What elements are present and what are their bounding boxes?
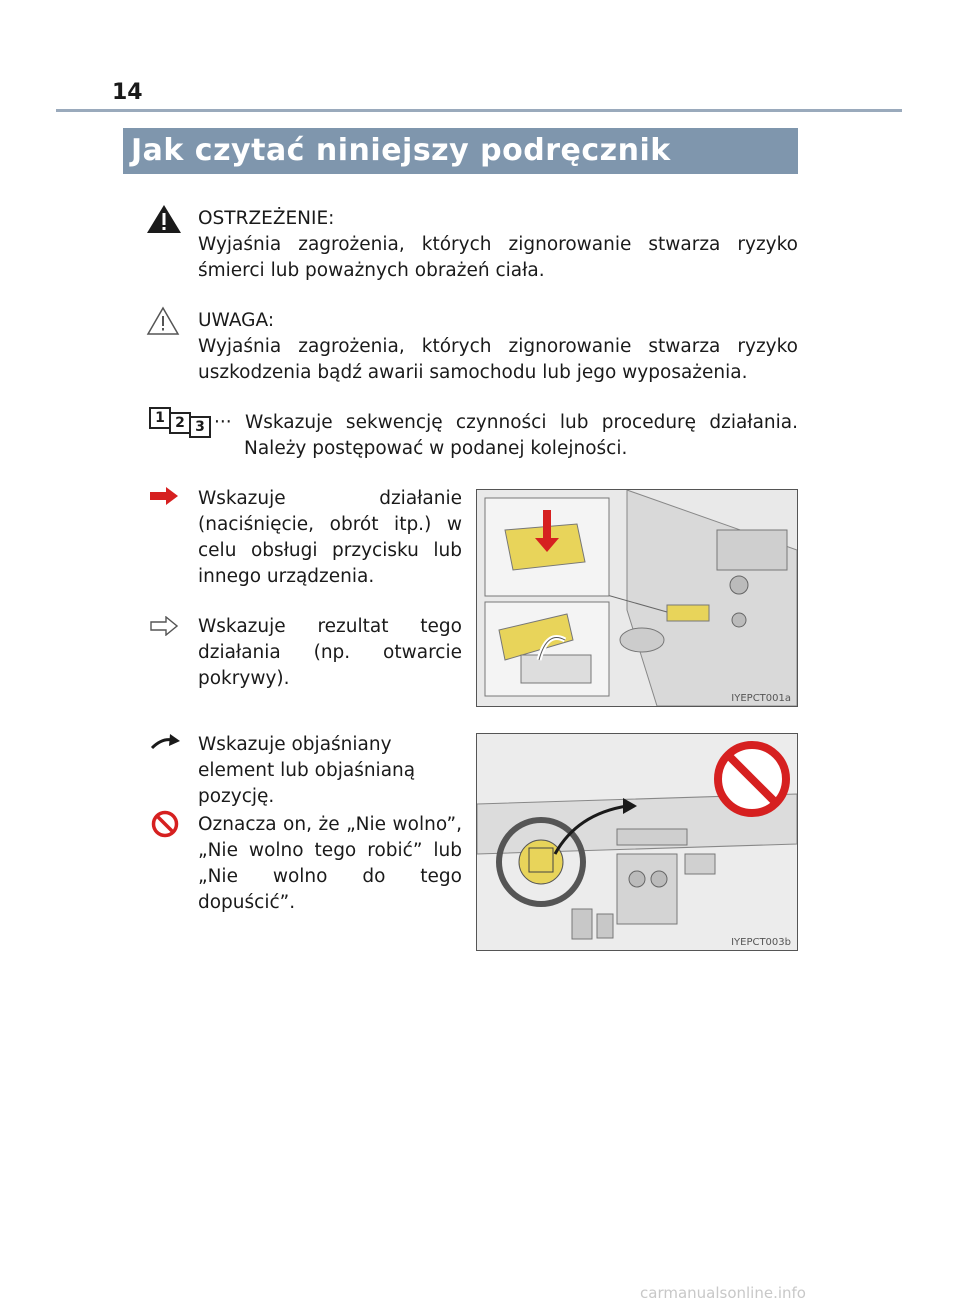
sequence-step-3: 3 — [189, 416, 211, 438]
sequence-step-1: 1 — [149, 407, 171, 429]
prohibited-icon — [151, 810, 179, 838]
warning-text: Wyjaśnia zagrożenia, których zignorowanie stwarza ryzyko śmierci lub poważnych obrażeń ciała. — [198, 234, 798, 281]
top-rule — [56, 109, 902, 112]
console-drawing — [477, 490, 797, 706]
action-arrow-icon — [150, 487, 178, 505]
console-figure-label: IYEPCT001a — [731, 693, 791, 704]
console-illustration — [476, 489, 798, 707]
action-text: Wskazuje działanie (naciśnięcie, obrót itp.) w celu obsługi przycisku lub innego urządzenia. — [198, 488, 462, 587]
page-number: 14 — [112, 80, 143, 105]
dashboard-illustration — [476, 733, 798, 951]
prohibited-text: Oznacza on, że „Nie wolno”, „Nie wolno tego robić” lub „Nie wolno do tego dopuścić”. — [198, 814, 462, 913]
result-arrow-icon — [150, 616, 178, 636]
warning-outline-icon — [146, 306, 180, 336]
sequence-step-2: 2 — [169, 412, 191, 434]
caution-text: Wyjaśnia zagrożenia, których zignorowanie stwarza ryzyko uszkodzenia bądź awarii samochodu lub jego wyposażenia. — [198, 336, 798, 383]
result-text: Wskazuje rezultat tego działania (np. otwarcie pokrywy). — [198, 616, 462, 689]
warning-filled-icon — [146, 204, 182, 234]
dashboard-drawing — [477, 734, 797, 950]
pointer-text: Wskazuje objaśniany element lub objaśnianą pozycję. — [198, 734, 416, 807]
page-title: Jak czytać niniejszy podręcznik — [123, 128, 798, 174]
dashboard-figure-label: IYEPCT003b — [731, 937, 791, 948]
caution-label: UWAGA: — [198, 310, 275, 331]
footer-watermark: carmanualsonline.info — [640, 1284, 806, 1302]
warning-label: OSTRZEŻENIE: — [198, 208, 335, 229]
pointer-arrow-icon — [150, 734, 180, 750]
sequence-text: ··· Wskazuje sekwencję czynności lub procedurę działania. Należy postępować w podanej kolejności. — [214, 412, 798, 459]
